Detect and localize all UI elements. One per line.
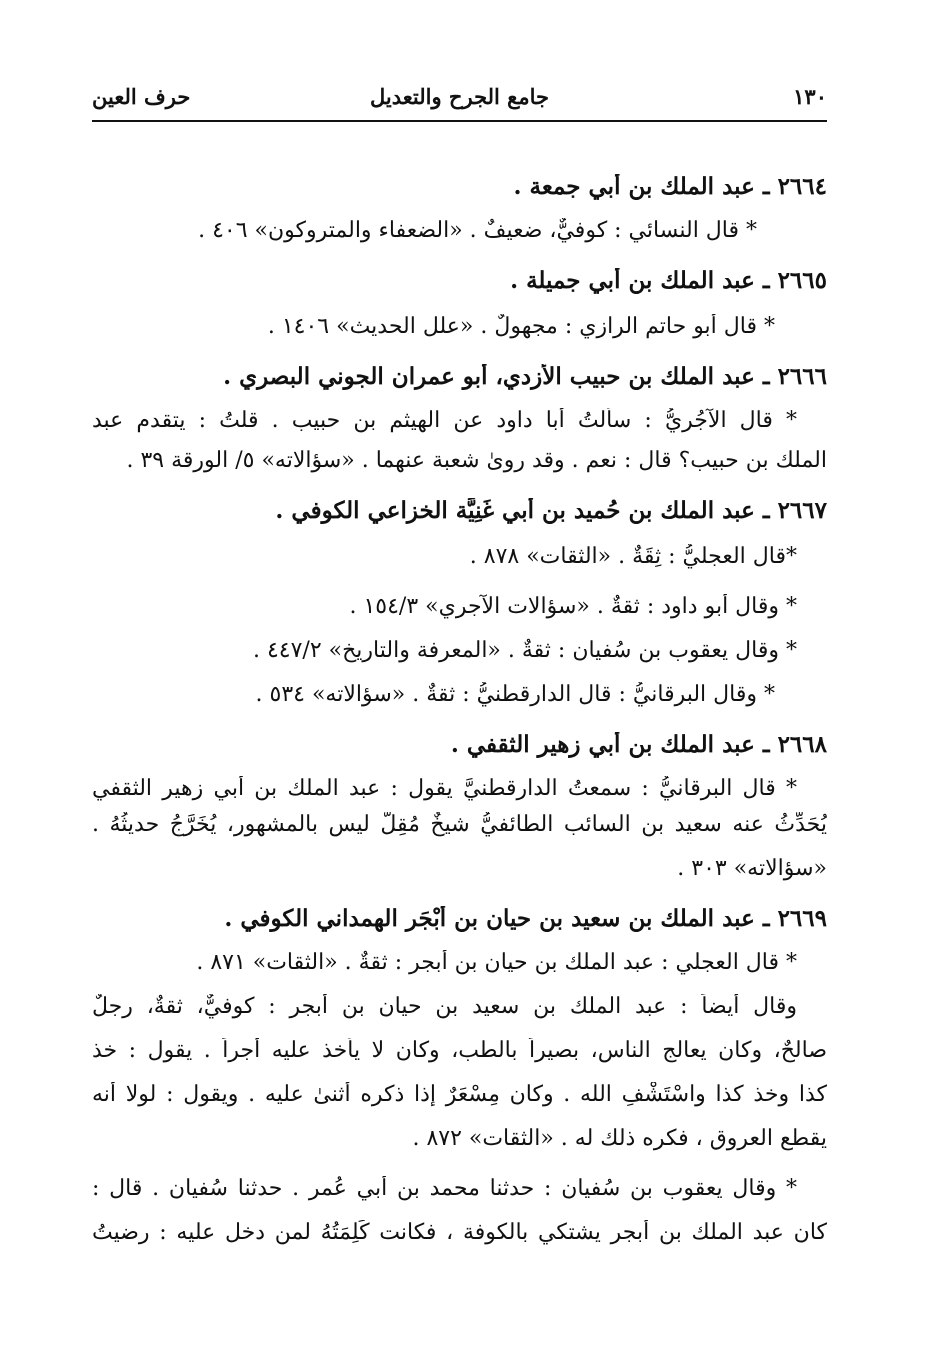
entry-2669-heading: ٢٦٦٩ ـ عبد الملك بن سعيد بن حيان بن أَبْجَر الهمداني الكوفي . <box>224 906 827 932</box>
entry-2667-text: * وقال أبو داود : ثقةٌ . «سؤالات الآجري» ١٥٤/٣ . <box>349 594 797 619</box>
entry-2667-text: *قال العجليُّ : ثِقَةٌ . «الثقات» ٨٧٨ . <box>469 544 797 569</box>
entry-2669-text-line: يقطع العروق ، فكره ذلك له . «الثقات» ٨٧٢ . <box>412 1126 827 1151</box>
book-title: جامع الجرح والتعديل <box>370 84 549 109</box>
entry-2667-heading: ٢٦٦٧ ـ عبد الملك بن حُميد بن أبي غَنِيَّة الخزاعي الكوفي . <box>275 498 827 524</box>
entry-2668-text-line: * قال البرقانيُّ : سمعتُ الدارقطنيَّ يقول : عبد الملك بن أبي زهير الثقفي <box>92 776 797 801</box>
entry-2668-heading: ٢٦٦٨ ـ عبد الملك بن أبي زهير الثقفي . <box>450 732 827 758</box>
chapter-title: حرف العين <box>92 84 191 109</box>
entry-2665-text: * قال أبو حاتم الرازي : مجهولٌ . «علل الحديث» ١٤٠٦ . <box>267 314 775 339</box>
entry-2665-heading: ٢٦٦٥ ـ عبد الملك بن أبي جميلة . <box>510 268 827 294</box>
entry-2669-text-line: كذا وخذ كذا واسْتَشْفِ الله . وكان مِسْعَرٌ إذا ذكره أثنىٰ عليه . ويقول : لولا أنه <box>92 1082 827 1107</box>
entry-2668-text-line: «سؤالاته» ٣٠٣ . <box>677 856 827 881</box>
entry-2669-text-line: * قال العجلي : عبد الملك بن حيان بن أبجر : ثقةٌ . «الثقات» ٨٧١ . <box>196 950 797 975</box>
page-number: ١٣٠ <box>793 84 827 109</box>
entry-2666-text-line: * قال الآجُريُّ : سألتُ أبا داود عن الهيثم بن حبيب . قلتُ : يتقدم عبد <box>92 408 797 433</box>
entry-2666-text-line: الملك بن حبيب؟ قال : نعم . وقد روىٰ شعبة عنهما . «سؤالاته» ٥/ الورقة ٣٩ . <box>126 448 827 473</box>
entry-2667-text: * وقال يعقوب بن سُفيان : ثقةٌ . «المعرفة والتاريخ» ٤٤٧/٢ . <box>252 638 797 663</box>
page-body <box>92 166 827 1246</box>
entry-2664-text: * قال النسائي : كوفيٌّ، ضعيفٌ . «الضعفاء والمتروكون» ٤٠٦ . <box>198 218 757 243</box>
entry-2669-text-line: صالحٌ، وكان يعالج الناس، بصيراً بالطب، وكان لا يأخذ عليه أجراً . يقول : خذ <box>92 1038 827 1063</box>
running-header <box>92 78 827 122</box>
entry-2667-text: * وقال البرقانيُّ : قال الدارقطنيُّ : ثقةٌ . «سؤالاته» ٥٣٤ . <box>255 682 775 707</box>
entry-2669-text-line: كان عبد الملك بن أبجر يشتكي بالكوفة ، فكانت كَلِمَتُهُ لمن دخل عليه : رضيتُ <box>92 1220 827 1245</box>
entry-2669-text-line: * وقال يعقوب بن سُفيان : حدثنا محمد بن أبي عُمر . حدثنا سُفيان . قال : <box>92 1176 797 1201</box>
entry-2664-heading: ٢٦٦٤ ـ عبد الملك بن أبي جمعة . <box>513 174 827 200</box>
entry-2668-text-line: يُحَدِّثُ عنه سعيد بن السائب الطائفيُّ شيخٌ مُقِلٌّ ليس بالمشهور، يُخَرَّجُ حديثُهُ . <box>92 812 827 837</box>
entry-2666-heading: ٢٦٦٦ ـ عبد الملك بن حبيب الأزدي، أبو عمران الجوني البصري . <box>223 364 827 390</box>
entry-2669-text-line: وقال أيضاً : عبد الملك بن سعيد بن حيان بن أبجر : كوفيٌّ، ثقةٌ، رجلٌ <box>92 994 797 1019</box>
